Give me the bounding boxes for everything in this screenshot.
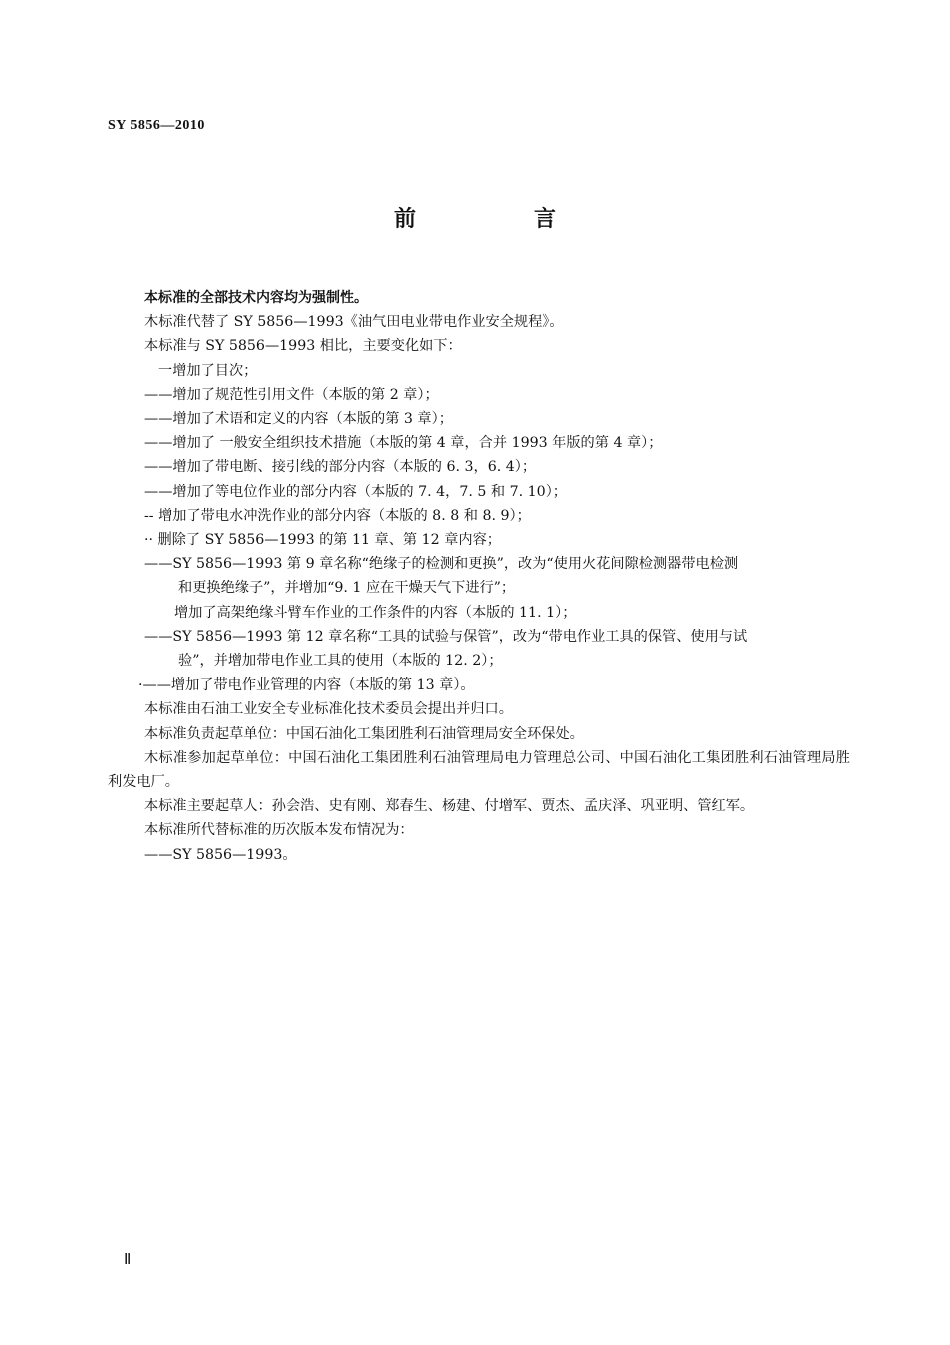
list-item: ——增加了术语和定义的内容（本版的第 3 章）； [144,411,453,428]
list-item: ——增加了带电断、接引线的部分内容（本版的 6. 3，6. 4）； [144,459,537,476]
changes-intro: 本标准与 SY 5856—1993 相比，主要变化如下： [144,338,462,355]
list-item: ——SY 5856—1993 第 12 章名称“工具的试验与保管”，改为“带电作业工具的保管、使用与试 [144,628,748,645]
list-item: 一增加了目次； [158,362,258,379]
main-drafters: 本标准主要起草人：孙会浩、史有刚、郑春生、杨建、付增军、贾杰、孟庆泽、巩亚明、管红军。 [144,798,755,815]
proposer-statement: 本标准由石油工业安全专业标准化技术委员会提出并归口。 [144,701,513,718]
list-item: ·——增加了带电作业管理的内容（本版的第 13 章）。 [138,677,475,694]
preface-body [108,286,850,867]
list-item: ·· 删除了 SY 5856—1993 的第 11 章、第 12 章内容； [144,532,501,549]
list-item: ——增加了 一般安全组织技术措施（本版的第 4 章，合并 1993 年版的第 4 章）； [144,435,663,452]
list-item-continuation: 验”，并增加带电作业工具的使用（本版的 12. 2）； [178,653,503,670]
participating-units: 木标准参加起草单位：中国石油化工集团胜利石油管理局电力管理总公司、中国石油化工集团胜利石油管理局胜利发电厂。 [108,749,850,791]
list-item-continuation: 和更换绝缘子”，并增加“9. 1 应在干燥天气下进行”； [178,580,516,597]
list-item: 增加了高架绝缘斗臂车作业的工作条件的内容（本版的 11. 1）； [174,604,577,621]
replacement-statement: 木标准代替了 SY 5856—1993《油气田电业带电作业安全规程》。 [144,314,564,331]
page-title: 前 言 [393,207,604,232]
list-item: ——增加了等电位作业的部分内容（本版的 7. 4，7. 5 和 7. 10）； [144,483,567,500]
drafting-unit: 本标准负责起草单位：中国石油化工集团胜利石油管理局安全环保处。 [144,725,584,742]
mandatory-statement: 本标准的全部技术内容均为强制性。 [144,290,368,306]
list-item: ——增加了规范性引用文件（本版的第 2 章）； [144,386,439,403]
previous-edition: ——SY 5856—1993。 [144,846,297,863]
previous-editions-intro: 本标准所代替标准的历次版本发布情况为： [144,822,414,839]
document-code: SY 5856—2010 [108,118,205,133]
list-item: ——SY 5856—1993 第 9 章名称“绝缘子的检测和更换”，改为“使用火花间隙检测器带电检测 [144,556,739,573]
list-item: -- 增加了带电水冲洗作业的部分内容（本版的 8. 8 和 8. 9）； [144,507,531,524]
page-number: Ⅱ [124,1252,132,1268]
